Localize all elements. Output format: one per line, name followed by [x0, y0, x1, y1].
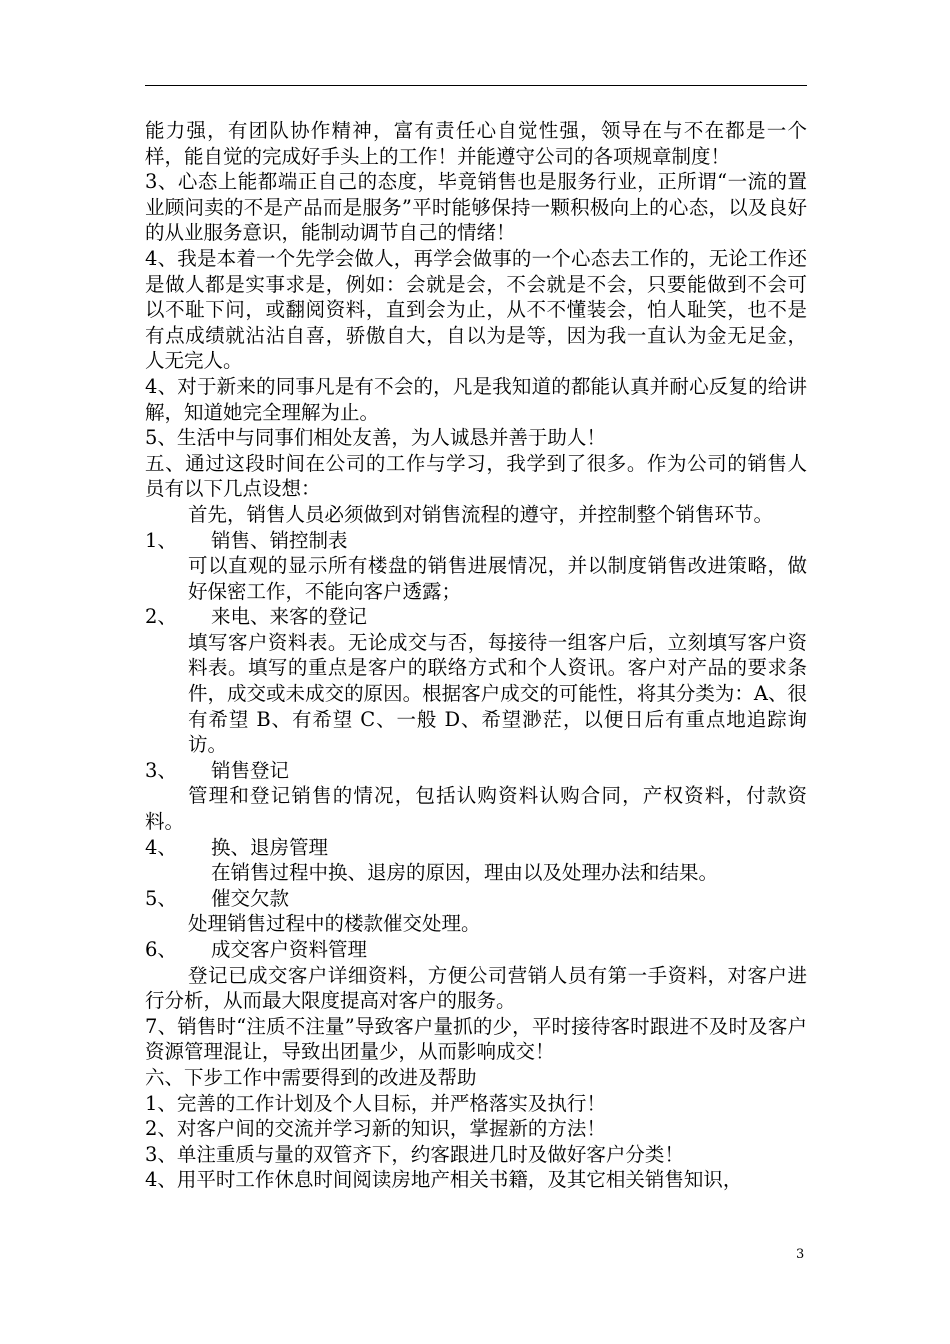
list-number: 4、 — [145, 835, 177, 859]
list-title: 销售登记 — [211, 758, 290, 782]
list-title: 来电、来客的登记 — [211, 605, 368, 629]
list-number: 5、 — [145, 886, 177, 910]
list-number: 3、 — [145, 758, 177, 782]
list-number: 6、 — [145, 938, 177, 961]
section-heading: 五、通过这段时间在公司的工作与学习，我学到了很多。作为公司的销售人员有以下几点设想： — [145, 451, 807, 501]
paragraph: 7、销售时“注质不注量”导致客户量抓的少，平时接待客时跟进不及时及客户资源管理混让，导致出团量少，从而影响成交！ — [145, 1014, 807, 1064]
list-title: 催交欠款 — [211, 886, 290, 910]
paragraph: 4、对于新来的同事凡是有不会的，凡是我知道的都能认真并耐心反复的给讲解，知道她完全理解为止。 — [145, 374, 807, 424]
section-heading: 六、下步工作中需要得到的改进及帮助 — [145, 1065, 477, 1089]
list-item-heading — [145, 937, 807, 963]
list-title: 成交客户资料管理 — [211, 938, 368, 961]
list-item-heading — [145, 835, 807, 861]
list-item-heading — [145, 886, 807, 912]
list-title: 换、退房管理 — [211, 835, 329, 859]
list-item-body: 登记已成交客户详细资料，方便公司营销人员有第一手资料，对客户进行分析，从而最大限度提高对客户的服务。 — [145, 963, 807, 1013]
paragraph: 4、用平时工作休息时间阅读房地产相关书籍，及其它相关销售知识， — [145, 1168, 743, 1192]
list-item-body: 填写客户资料表。无论成交与否，每接待一组客户后，立刻填写客户资料表。填写的重点是客户的联络方式和个人资讯。客户对产品的要求条件，成交或未成交的原因。根据客户成交的可能性，将其分类为：A、很有希望 B、有希望 C、一般 D、希望渺茫，以便日后有重点地追踪询访。 — [188, 630, 807, 757]
list-item-body: 处理销售过程中的楼款催交处理。 — [188, 912, 481, 936]
list-item-heading — [145, 758, 807, 784]
paragraph: 2、对客户间的交流并学习新的知识，掌握新的方法！ — [145, 1117, 606, 1141]
paragraph: 首先，销售人员必须做到对销售流程的遵守，并控制整个销售环节。 — [188, 502, 774, 526]
paragraph: 3、单注重质与量的双管齐下，约客跟进几时及做好客户分类！ — [145, 1142, 684, 1166]
list-item-body: 可以直观的显示所有楼盘的销售进展情况，并以制度销售改进策略，做好保密工作，不能向客户透露； — [188, 554, 807, 603]
paragraph: 5、生活中与同事们相处友善，为人诚恳并善于助人！ — [145, 426, 606, 450]
list-number: 1、 — [145, 528, 177, 552]
paragraph: 1、完善的工作计划及个人目标，并严格落实及执行！ — [145, 1091, 606, 1115]
page-number: 3 — [796, 1247, 805, 1262]
list-title: 销售、销控制表 — [211, 528, 348, 552]
list-number: 2、 — [145, 605, 177, 629]
paragraph: 3、心态上能都端正自己的态度，毕竟销售也是服务行业，正所谓“一流的置业顾问卖的不是产品而是服务”平时能够保持一颗积极向上的心态，以及良好的从业服务意识，能制动调节自己的情绪！ — [145, 170, 807, 245]
list-item-body: 在销售过程中换、退房的原因，理由以及处理办法和结果。 — [211, 861, 719, 885]
list-item-heading — [145, 528, 807, 554]
list-item-body: 管理和登记销售的情况，包括认购资料认购合同，产权资料，付款资料。 — [145, 784, 807, 834]
list-item-heading — [145, 604, 807, 630]
paragraph: 能力强，有团队协作精神，富有责任心自觉性强，领导在与不在都是一个样，能自觉的完成好手头上的工作！并能遵守公司的各项规章制度！ — [145, 119, 807, 168]
document-body — [145, 118, 807, 1193]
paragraph: 4、我是本着一个先学会做人，再学会做事的一个心态去工作的，无论工作还是做人都是实事求是，例如：会就是会，不会就是不会，只要能做到不会可以不耻下问，或翻阅资料，直到会为止，从不不懂装会，怕人耻笑，也不是有点成绩就沾沾自喜，骄傲自大，自以为是等，因为我一直认为金无足金，人无完人。 — [145, 246, 807, 373]
header-rule — [145, 85, 807, 86]
